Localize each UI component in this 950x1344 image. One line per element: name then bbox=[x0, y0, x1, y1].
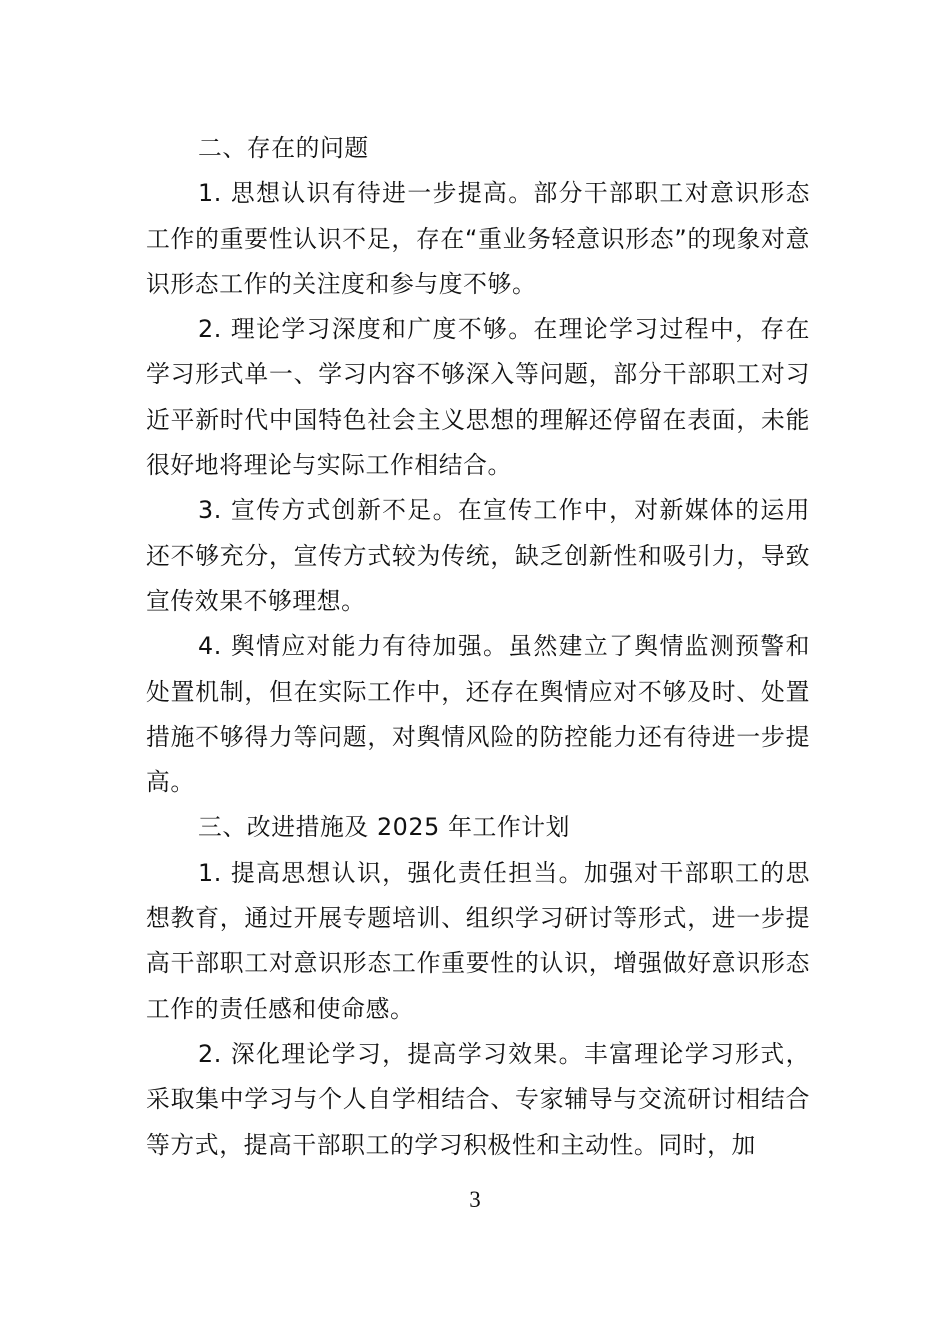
measure-item-2: 2. 深化理论学习，提高学习效果。丰富理论学习形式，采取集中学习与个人自学相结合、专家辅导与交流研讨相结合等方式，提高干部职工的学习积极性和主动性。同时，加 bbox=[146, 1039, 810, 1159]
page-number: 3 bbox=[469, 1187, 481, 1212]
document-body bbox=[146, 126, 810, 1168]
problem-item-2: 2. 理论学习深度和广度不够。在理论学习过程中，存在学习形式单一、学习内容不够深入等问题，部分干部职工对习近平新时代中国特色社会主义思想的理解还停留在表面，未能很好地将理论与实际工作相结合。 bbox=[146, 315, 810, 480]
section-heading-problems: 二、存在的问题 bbox=[198, 134, 369, 162]
problem-item-1: 1. 思想认识有待进一步提高。部分干部职工对意识形态工作的重要性认识不足，存在“重业务轻意识形态”的现象对意识形态工作的关注度和参与度不够。 bbox=[146, 179, 810, 298]
measure-item-1: 1. 提高思想认识，强化责任担当。加强对干部职工的思想教育，通过开展专题培训、组织学习研讨等形式，进一步提高干部职工对意识形态工作重要性的认识，增强做好意识形态工作的责任感和使命感。 bbox=[146, 858, 810, 1023]
problem-item-3: 3. 宣传方式创新不足。在宣传工作中，对新媒体的运用还不够充分，宣传方式较为传统，缺乏创新性和吸引力，导致宣传效果不够理想。 bbox=[146, 496, 810, 615]
problem-item-4: 4. 舆情应对能力有待加强。虽然建立了舆情监测预警和处置机制，但在实际工作中，还存在舆情应对不够及时、处置措施不够得力等问题，对舆情风险的防控能力还有待进一步提高。 bbox=[146, 632, 810, 797]
section-heading-measures: 三、改进措施及 2025 年工作计划 bbox=[198, 813, 571, 842]
